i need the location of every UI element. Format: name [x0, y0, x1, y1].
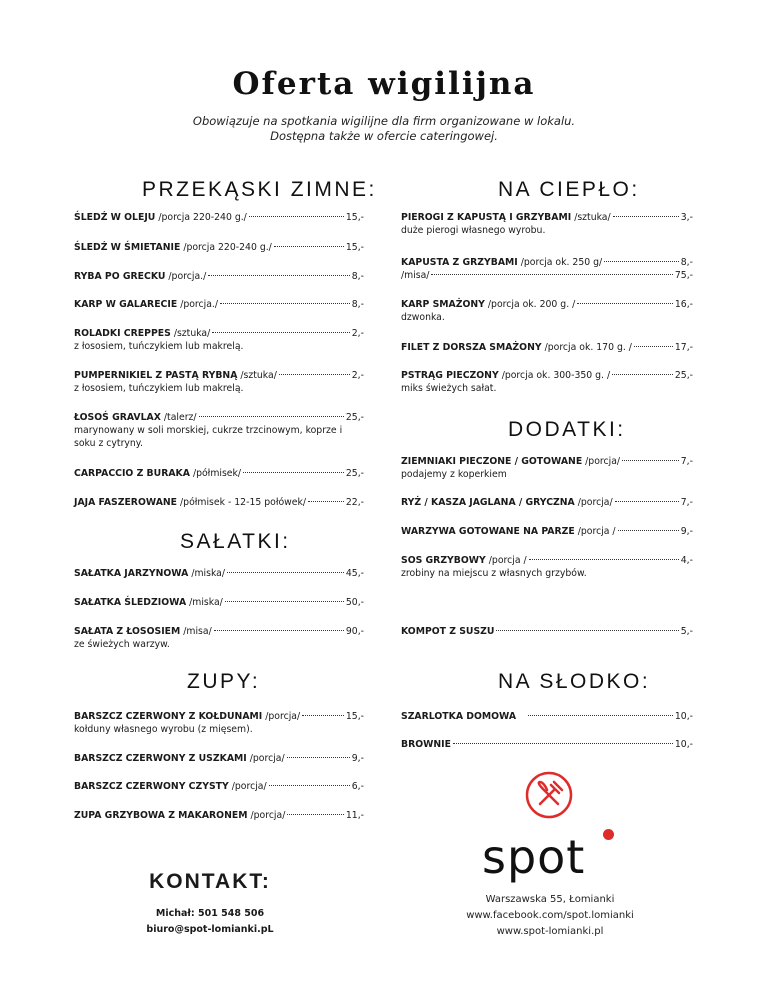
- menu-item: [74, 327, 364, 353]
- menu-item: [74, 752, 364, 765]
- item-desc: podajemy z koperkiem: [401, 469, 507, 480]
- item-price: 25,-: [674, 370, 693, 381]
- item-price: 7,-: [680, 456, 693, 467]
- section-przekaski-heading: PRZEKĄSKI ZIMNE:: [142, 178, 377, 201]
- item-name: SOS GRZYBOWY: [401, 555, 486, 566]
- menu-item: [401, 710, 693, 723]
- brand-logo-dot: [603, 829, 614, 840]
- item-price: 16,-: [674, 299, 693, 310]
- item-price: 15,-: [345, 242, 364, 253]
- item-name: PUMPERNIKIEL Z PASTĄ RYBNĄ: [74, 370, 238, 381]
- item-desc: kołduny własnego wyrobu (z mięsem).: [74, 724, 253, 735]
- item-name: SAŁATA Z ŁOSOSIEM: [74, 626, 181, 637]
- item-price: 8,-: [680, 257, 693, 268]
- item-price: 25,-: [345, 468, 364, 479]
- item-name: CARPACCIO Z BURAKA: [74, 468, 190, 479]
- item-unit: /miska/: [189, 597, 223, 608]
- item-price: 2,-: [351, 370, 364, 381]
- item-desc: z łososiem, tuńczykiem lub makrelą.: [74, 341, 244, 352]
- item-price: 2,-: [351, 328, 364, 339]
- item-name: BARSZCZ CZERWONY CZYSTY: [74, 781, 229, 792]
- item-name: SAŁATKA JARZYNOWA: [74, 568, 189, 579]
- menu-item: [74, 411, 364, 450]
- item-unit: /misa/: [401, 270, 430, 281]
- menu-item: [401, 369, 693, 395]
- item-price: 90,-: [345, 626, 364, 637]
- item-unit: /porcja./: [180, 299, 219, 310]
- item-unit: /porcja /: [577, 526, 616, 537]
- menu-item: [401, 341, 693, 354]
- item-name: PSTRĄG PIECZONY: [401, 370, 499, 381]
- section-salatki-heading: SAŁATKI:: [180, 530, 291, 553]
- item-name: ROLADKI CREPPES: [74, 328, 171, 339]
- item-unit: /porcja /: [488, 555, 527, 566]
- item-price: 7,-: [680, 497, 693, 508]
- menu-item: [74, 567, 364, 580]
- menu-item: [401, 455, 693, 481]
- menu-item: [74, 809, 364, 822]
- fork-knife-icon: [524, 770, 574, 820]
- item-price: 50,-: [345, 597, 364, 608]
- item-unit: /porcja/: [250, 810, 286, 821]
- item-price: 5,-: [680, 626, 693, 637]
- item-unit: /porcja./: [168, 271, 207, 282]
- menu-item: [401, 211, 693, 237]
- item-unit: /porcja ok. 200 g. /: [487, 299, 576, 310]
- item-unit: /porcja 220-240 g./: [158, 212, 247, 223]
- item-desc: miks świeżych sałat.: [401, 383, 497, 394]
- item-unit: /porcja/: [231, 781, 267, 792]
- item-name: KAPUSTA Z GRZYBAMI: [401, 257, 518, 268]
- item-unit: /porcja ok. 300-350 g. /: [501, 370, 611, 381]
- menu-item: [74, 625, 364, 651]
- menu-item: [74, 211, 364, 224]
- menu-item: [401, 496, 693, 509]
- menu-item: [74, 710, 364, 736]
- item-name: ŚLEDŹ W OLEJU: [74, 212, 156, 223]
- item-desc: marynowany w soli morskiej, cukrze trzcinowym, koprze i soku z cytryny.: [74, 425, 343, 449]
- item-price: 15,-: [345, 212, 364, 223]
- menu-item: [401, 298, 693, 324]
- item-unit: /porcja 220-240 g./: [183, 242, 272, 253]
- section-dodatki-heading: DODATKI:: [508, 418, 626, 441]
- item-name: ZUPA GRZYBOWA Z MAKARONEM: [74, 810, 248, 821]
- page-title: Oferta wigilijna: [232, 66, 536, 102]
- item-unit: /porcja/: [265, 711, 301, 722]
- item-name: BROWNIE: [401, 739, 451, 750]
- item-name: RYŻ / KASZA JAGLANA / GRYCZNA: [401, 497, 575, 508]
- item-price: 45,-: [345, 568, 364, 579]
- item-desc: dzwonka.: [401, 312, 445, 323]
- item-name: SZARLOTKA DOMOWA: [401, 711, 517, 722]
- menu-item: [74, 780, 364, 793]
- menu-item: [74, 241, 364, 254]
- facebook-link[interactable]: www.facebook.com/spot.lomianki: [466, 910, 634, 921]
- subtitle-line-1: Obowiązuje na spotkania wigilijne dla firm organizowane w lokalu.: [192, 114, 576, 128]
- item-name: SAŁATKA ŚLEDZIOWA: [74, 597, 187, 608]
- item-desc: duże pierogi własnego wyrobu.: [401, 225, 546, 236]
- item-unit: /porcja/: [577, 497, 613, 508]
- contact-email[interactable]: biuro@spot-lomianki.pL: [146, 924, 274, 935]
- item-desc: z łososiem, tuńczykiem lub makrelą.: [74, 383, 244, 394]
- menu-item: [401, 525, 693, 538]
- item-unit: /półmisek/: [192, 468, 242, 479]
- subtitle-line-2: Dostępna także w ofercie cateringowej.: [270, 129, 498, 143]
- item-name: WARZYWA GOTOWANE NA PARZE: [401, 526, 575, 537]
- item-unit: /sztuka/: [173, 328, 211, 339]
- contact-heading: KONTAKT:: [149, 870, 271, 893]
- item-price: 10,-: [674, 711, 693, 722]
- item-name: KOMPOT Z SUSZU: [401, 626, 495, 637]
- menu-item: [74, 270, 364, 283]
- item-price: 8,-: [351, 271, 364, 282]
- item-price: 8,-: [351, 299, 364, 310]
- contact-phone: Michał: 501 548 506: [155, 908, 265, 919]
- item-name: ŁOSOŚ GRAVLAX: [74, 412, 161, 423]
- item-price: 11,-: [345, 810, 364, 821]
- menu-item: [74, 596, 364, 609]
- item-name: BARSZCZ CZERWONY Z USZKAMI: [74, 753, 247, 764]
- item-price: 75,-: [674, 270, 693, 281]
- menu-item: [401, 554, 693, 580]
- menu-item: [74, 298, 364, 311]
- section-zupy-heading: ZUPY:: [187, 670, 261, 693]
- item-name: KARP W GALARECIE: [74, 299, 178, 310]
- item-unit: /misa/: [183, 626, 212, 637]
- item-price: 3,-: [680, 212, 693, 223]
- item-name: RYBA PO GRECKU: [74, 271, 166, 282]
- item-unit: /porcja ok. 250 g/: [520, 257, 603, 268]
- item-price: 9,-: [351, 753, 364, 764]
- section-slodko-heading: NA SŁODKO:: [498, 670, 651, 693]
- address: Warszawska 55, Łomianki: [485, 894, 615, 905]
- item-unit: /porcja ok. 170 g. /: [544, 342, 632, 353]
- item-name: FILET Z DORSZA SMAŻONY: [401, 342, 542, 353]
- brand-logo: spot: [482, 830, 586, 884]
- item-price: 15,-: [345, 711, 364, 722]
- item-name: PIEROGI Z KAPUSTĄ I GRZYBAMI: [401, 212, 572, 223]
- menu-item: [74, 369, 364, 395]
- menu-item: [401, 738, 693, 751]
- item-name: ŚLEDŹ W ŚMIETANIE: [74, 242, 181, 253]
- item-unit: /sztuka/: [240, 370, 277, 381]
- item-price: 6,-: [351, 781, 364, 792]
- menu-item: [74, 496, 364, 509]
- item-unit: /porcja/: [585, 456, 621, 467]
- menu-item: [401, 625, 693, 638]
- item-name: KARP SMAŻONY: [401, 299, 485, 310]
- item-unit: /półmisek - 12-15 połówek/: [180, 497, 306, 508]
- item-price: 10,-: [674, 739, 693, 750]
- section-cieplo-heading: NA CIEPŁO:: [498, 178, 640, 201]
- item-desc: ze świeżych warzyw.: [74, 639, 170, 650]
- menu-item: [401, 256, 693, 282]
- item-price: 17,-: [674, 342, 693, 353]
- item-unit: /porcja/: [249, 753, 285, 764]
- menu-item: [74, 467, 364, 480]
- item-price: 22,-: [345, 497, 364, 508]
- website-link[interactable]: www.spot-lomianki.pl: [496, 926, 604, 937]
- item-price: 9,-: [680, 526, 693, 537]
- item-unit: /sztuka/: [574, 212, 611, 223]
- item-name: JAJA FASZEROWANE: [74, 497, 178, 508]
- item-unit: /miska/: [191, 568, 225, 579]
- item-unit: /talerz/: [163, 412, 197, 423]
- item-name: BARSZCZ CZERWONY Z KOŁDUNAMI: [74, 711, 263, 722]
- item-desc: zrobiny na miejscu z własnych grzybów.: [401, 568, 587, 579]
- item-price: 4,-: [680, 555, 693, 566]
- item-name: ZIEMNIAKI PIECZONE / GOTOWANE: [401, 456, 583, 467]
- item-price: 25,-: [345, 412, 364, 423]
